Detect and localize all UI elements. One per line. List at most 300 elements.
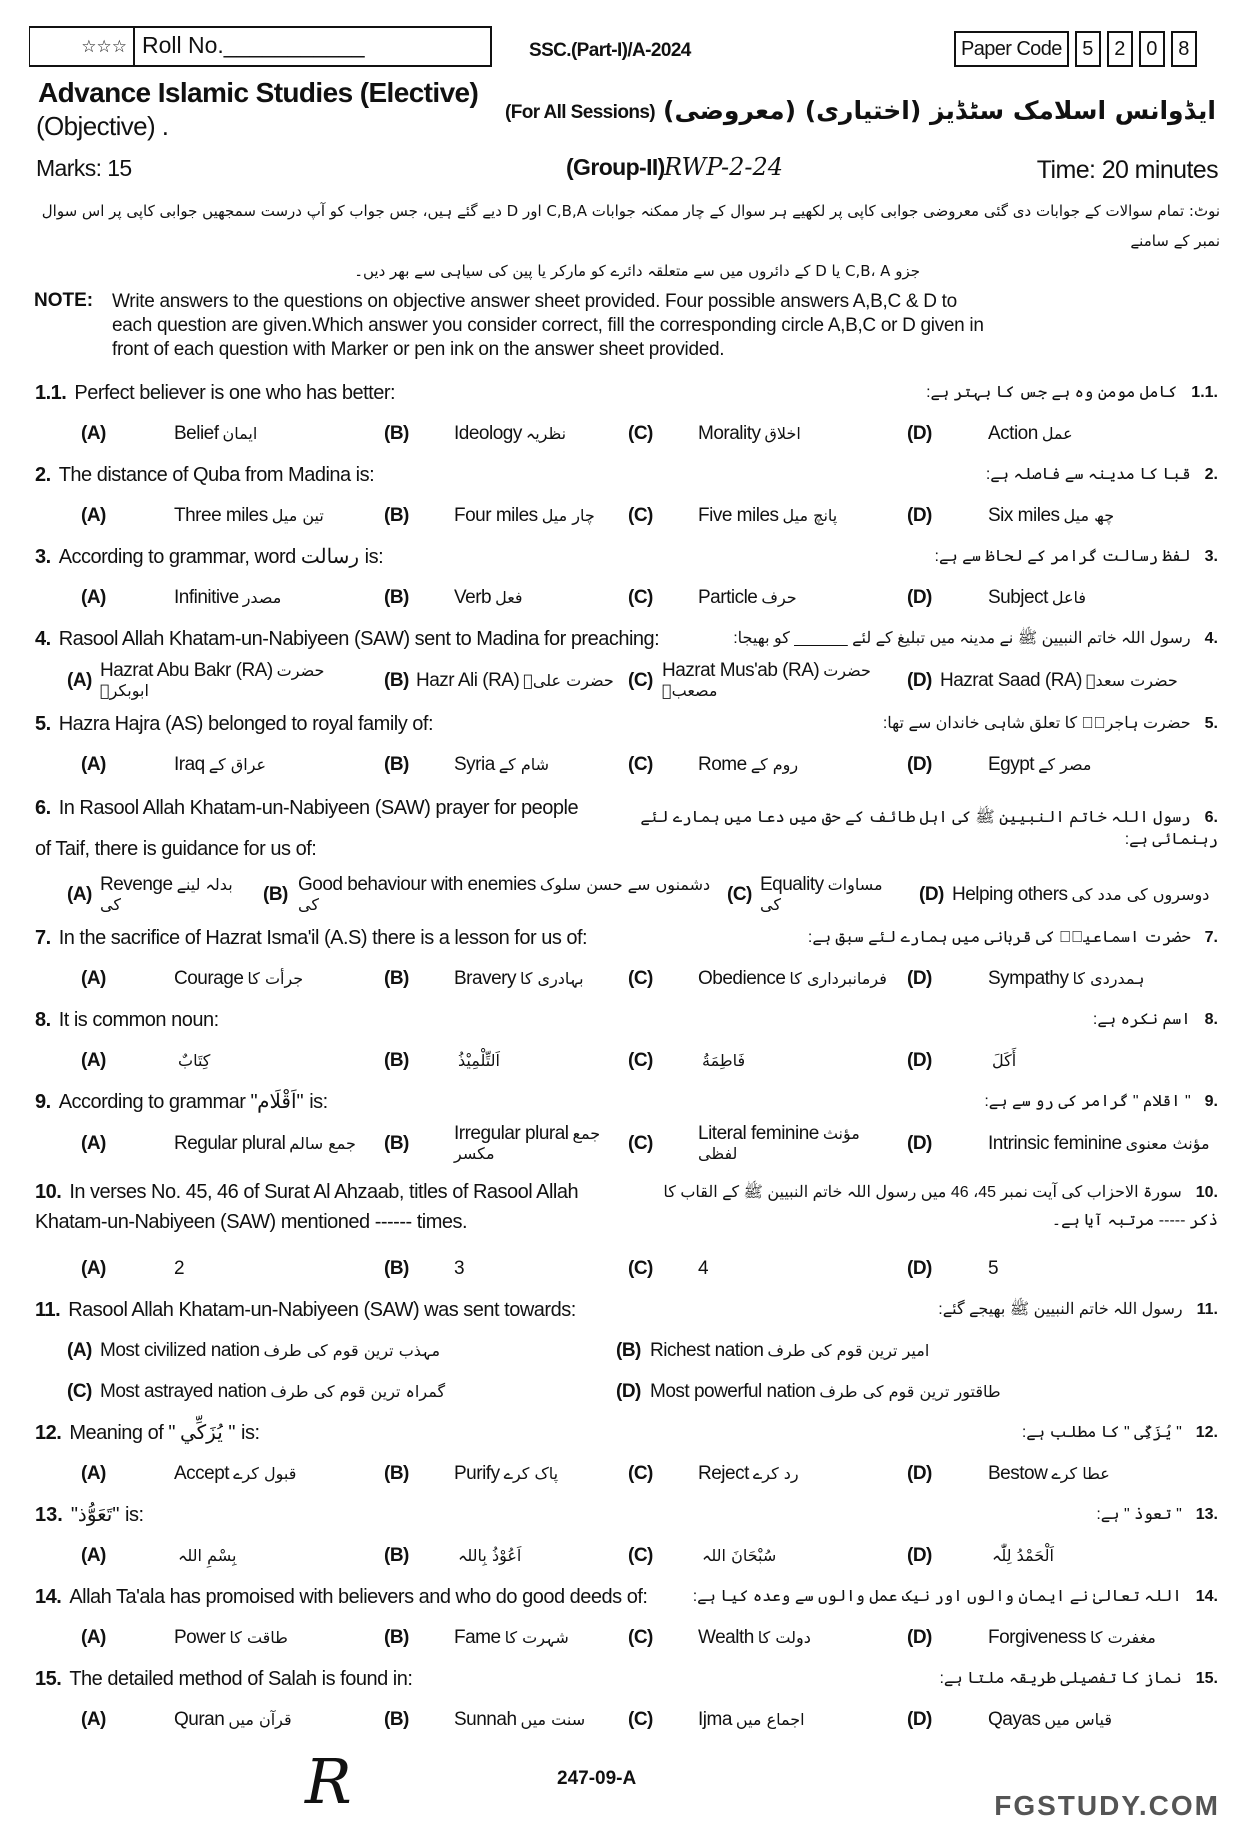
option-text-en: Good behaviour with enemies bbox=[298, 874, 536, 895]
question-text-urdu bbox=[733, 625, 1218, 653]
question-line: Meaning of " يُزَكِّي " is: bbox=[69, 1421, 260, 1444]
option-text[interactable] bbox=[698, 1546, 776, 1566]
option-text[interactable] bbox=[100, 661, 372, 701]
question-number-urdu: .9 bbox=[1204, 1092, 1218, 1110]
option-text-en: Belief bbox=[174, 422, 219, 444]
option-text-en: Action bbox=[988, 422, 1038, 444]
option-text-urdu: قرآن میں bbox=[228, 1709, 292, 1729]
option-label[interactable]: (D) bbox=[907, 1133, 932, 1154]
option-text-en: Literal feminine bbox=[698, 1123, 819, 1144]
option-text[interactable] bbox=[698, 1464, 799, 1484]
option-text[interactable] bbox=[988, 755, 1091, 775]
option-label[interactable]: (C) bbox=[628, 1133, 653, 1154]
option-label[interactable]: (B) bbox=[616, 1339, 641, 1361]
option-label[interactable]: (B) bbox=[384, 422, 409, 444]
option-text[interactable] bbox=[298, 875, 715, 915]
option-label[interactable]: (C) bbox=[628, 967, 653, 989]
question-number: 11. bbox=[35, 1298, 61, 1321]
option-label[interactable]: (C) bbox=[628, 1049, 653, 1071]
option-text[interactable] bbox=[174, 424, 257, 444]
option-text[interactable] bbox=[952, 885, 1209, 905]
question-text-en bbox=[35, 1418, 260, 1448]
option-text-urdu: دوسروں کی مدد کی bbox=[1071, 885, 1210, 904]
option-label[interactable]: (A) bbox=[81, 1544, 106, 1566]
question-number: 13. bbox=[35, 1503, 63, 1526]
option-text[interactable] bbox=[988, 506, 1114, 526]
options-row bbox=[0, 1535, 1250, 1576]
question-row bbox=[0, 917, 1250, 958]
question-text-urdu bbox=[808, 924, 1218, 952]
option-text-urdu: فعل bbox=[495, 587, 523, 607]
option-text[interactable] bbox=[174, 1464, 296, 1484]
option-text-urdu: طاقتور ترین قوم کی طرف bbox=[819, 1381, 1001, 1401]
option-text[interactable] bbox=[650, 1382, 1001, 1402]
option-text[interactable] bbox=[174, 1259, 184, 1279]
question-line-urdu: " تعوذ " ہے: bbox=[1096, 1505, 1182, 1523]
option-label[interactable]: (C) bbox=[628, 1462, 653, 1484]
option-text-en: Most civilized nation bbox=[100, 1339, 260, 1361]
option-text[interactable] bbox=[698, 1710, 805, 1730]
paper-code-digit: 5 bbox=[1075, 31, 1101, 67]
option-text-en: Morality bbox=[698, 422, 761, 444]
paper-code-label: Paper Code bbox=[954, 31, 1069, 67]
option-text[interactable] bbox=[174, 1051, 210, 1071]
options-row bbox=[0, 1371, 1250, 1412]
option-text-urdu: بدلہ لینے کی bbox=[100, 875, 233, 914]
option-text[interactable] bbox=[988, 424, 1073, 444]
option-label[interactable]: (D) bbox=[919, 884, 944, 905]
option-text-urdu: مغفرت کا bbox=[1090, 1627, 1156, 1647]
options-row bbox=[0, 744, 1250, 785]
option-text-urdu: فرمانبرداری کا bbox=[789, 968, 887, 988]
option-text[interactable] bbox=[988, 1628, 1156, 1648]
option-label[interactable]: (A) bbox=[67, 1339, 92, 1361]
option-text[interactable] bbox=[174, 506, 324, 526]
option-text[interactable] bbox=[454, 755, 549, 775]
question-number: 15. bbox=[35, 1667, 62, 1690]
option-text[interactable] bbox=[454, 1051, 500, 1071]
note-label: NOTE: bbox=[34, 290, 94, 311]
option-text[interactable] bbox=[174, 1134, 356, 1154]
options-row bbox=[0, 1040, 1250, 1081]
option-text-en: Ideology bbox=[454, 422, 522, 444]
signature: R bbox=[305, 1745, 352, 1818]
question-line: According to grammar, word رسالت is: bbox=[58, 545, 384, 568]
option-text-urdu: نظریہ bbox=[525, 423, 567, 443]
option-text-en: Subject bbox=[988, 586, 1048, 608]
option-label[interactable]: (D) bbox=[907, 1544, 932, 1566]
option-text-en: Bravery bbox=[454, 967, 516, 989]
question-text-en bbox=[35, 1582, 647, 1612]
question-number-urdu: .3 bbox=[1204, 547, 1218, 565]
question-number: 4. bbox=[35, 627, 51, 650]
option-text-urdu: عمل bbox=[1041, 423, 1073, 443]
option-label[interactable]: (A) bbox=[81, 504, 106, 526]
question-row bbox=[0, 1166, 1250, 1248]
option-text-urdu: ایمان bbox=[222, 423, 258, 443]
group-label: (Group-II) bbox=[566, 154, 665, 180]
option-text[interactable] bbox=[174, 1546, 236, 1566]
question-text-urdu bbox=[984, 1088, 1218, 1116]
option-text-en: Irregular plural bbox=[454, 1123, 569, 1144]
question-number: 8. bbox=[35, 1008, 51, 1031]
option-label[interactable]: (A) bbox=[81, 1257, 106, 1279]
option-text[interactable] bbox=[454, 424, 566, 444]
question-line: Rasool Allah Khatam-un-Nabiyeen (SAW) was sent towards: bbox=[68, 1298, 576, 1321]
option-label[interactable]: (D) bbox=[907, 967, 932, 989]
question-row bbox=[0, 703, 1250, 744]
question-line: In verses No. 45, 46 of Surat Al Ahzaab, titles of Rasool Allah bbox=[69, 1181, 579, 1203]
option-text-urdu: چھ میل bbox=[1063, 505, 1115, 525]
option-label[interactable]: (B) bbox=[384, 753, 409, 775]
option-text-urdu: سُبْحَانَ اللہ bbox=[702, 1545, 777, 1565]
option-text[interactable] bbox=[988, 1710, 1112, 1730]
paper-code-digit: 0 bbox=[1139, 31, 1165, 67]
option-label[interactable]: (B) bbox=[263, 884, 288, 905]
question-number-urdu: .13 bbox=[1195, 1505, 1218, 1523]
option-text-en: 4 bbox=[698, 1257, 709, 1279]
option-label[interactable]: (C) bbox=[628, 1544, 653, 1566]
option-text-urdu: كِتَابٌ bbox=[178, 1050, 211, 1070]
option-label[interactable]: (B) bbox=[384, 1544, 409, 1566]
option-text[interactable] bbox=[174, 1628, 288, 1648]
option-text-en: Rome bbox=[698, 753, 747, 775]
option-text[interactable] bbox=[174, 588, 281, 608]
options-row bbox=[0, 1330, 1250, 1371]
option-text-urdu: جمع سالم bbox=[289, 1134, 356, 1153]
option-label[interactable]: (D) bbox=[907, 586, 932, 608]
handwritten-code: RWP-2-24 bbox=[664, 153, 784, 181]
option-text[interactable] bbox=[174, 1710, 292, 1730]
option-text-urdu: چار میل bbox=[541, 505, 595, 525]
option-label[interactable]: (D) bbox=[907, 1462, 932, 1484]
option-text[interactable] bbox=[698, 1628, 811, 1648]
option-text-en: Obedience bbox=[698, 967, 786, 989]
option-label[interactable]: (C) bbox=[628, 504, 653, 526]
options-row bbox=[0, 413, 1250, 454]
option-label[interactable]: (A) bbox=[81, 422, 106, 444]
option-text-urdu: شام کے bbox=[498, 754, 550, 774]
question-line: According to grammar "اَقْلَام" is: bbox=[58, 1090, 328, 1113]
option-text-en: 2 bbox=[174, 1257, 185, 1279]
option-label[interactable]: (A) bbox=[81, 1133, 106, 1154]
option-text-en: Helping others bbox=[952, 884, 1068, 905]
option-label[interactable]: (A) bbox=[81, 1462, 106, 1484]
option-text-urdu: اَلْحَمْدُ لِلّٰہ bbox=[992, 1545, 1054, 1565]
question-number: 10. bbox=[35, 1181, 62, 1203]
question-number-urdu: .7 bbox=[1204, 928, 1218, 946]
question-text-urdu bbox=[1093, 1006, 1218, 1034]
question-row bbox=[0, 454, 1250, 495]
question-line-urdu: اسم نکرہ ہے: bbox=[1092, 1010, 1191, 1028]
paper-code-digit: 8 bbox=[1171, 31, 1197, 67]
option-text[interactable] bbox=[650, 1341, 929, 1361]
option-text-urdu: بِسْمِ اللہ bbox=[178, 1545, 237, 1565]
option-label[interactable]: (B) bbox=[384, 1257, 409, 1279]
option-label[interactable]: (C) bbox=[628, 422, 653, 444]
question-row bbox=[0, 1289, 1250, 1330]
question-number-urdu: .2 bbox=[1204, 465, 1218, 483]
option-text-en: Wealth bbox=[698, 1626, 754, 1648]
option-text-en: Revenge bbox=[100, 874, 173, 895]
options-row bbox=[0, 495, 1250, 536]
option-text-en: Sympathy bbox=[988, 967, 1069, 989]
option-text-en: Most powerful nation bbox=[650, 1380, 816, 1402]
option-text[interactable] bbox=[100, 1341, 440, 1361]
question-line: The distance of Quba from Madina is: bbox=[58, 463, 375, 486]
option-text-en: Ijma bbox=[698, 1708, 732, 1730]
option-label[interactable]: (A) bbox=[81, 586, 106, 608]
objective-label: (Objective) . bbox=[36, 111, 169, 141]
option-text-en: Six miles bbox=[988, 504, 1060, 526]
option-text-urdu: پاک کرے bbox=[503, 1463, 559, 1483]
option-text-en: Purify bbox=[454, 1462, 500, 1484]
option-text[interactable] bbox=[698, 969, 887, 989]
option-label[interactable]: (A) bbox=[67, 884, 92, 905]
question-text-en bbox=[35, 624, 659, 654]
question-line-urdu: اللہ تعالیٰ نے ایمان والوں اور نیک عمل والوں سے وعدہ کیا ہے: bbox=[692, 1587, 1182, 1605]
option-text[interactable] bbox=[454, 1546, 521, 1566]
question-line: Perfect believer is one who has better: bbox=[74, 381, 396, 404]
option-text-urdu: اخلاق bbox=[764, 423, 801, 443]
option-label[interactable]: (A) bbox=[67, 670, 92, 691]
option-text-urdu: رد کرے bbox=[752, 1463, 799, 1483]
question-line: Allah Ta'ala has promoised with believers and who do good deeds of: bbox=[69, 1585, 648, 1608]
question-number-urdu: .5 bbox=[1204, 714, 1218, 732]
option-text-en: Hazr Ali (RA) bbox=[416, 670, 520, 691]
option-text[interactable] bbox=[988, 588, 1086, 608]
option-text[interactable] bbox=[988, 1259, 998, 1279]
option-text[interactable] bbox=[698, 755, 798, 775]
question-text-urdu bbox=[938, 1296, 1218, 1324]
question-line-urdu: سورۃ الاحزاب کی آیت نمبر 45، 46 میں رسول اللہ خاتم النبیین ﷺ کے القاب کا bbox=[663, 1184, 1182, 1201]
option-text-urdu: قیاس میں bbox=[1044, 1709, 1112, 1729]
option-text-en: Quran bbox=[174, 1708, 225, 1730]
option-label[interactable]: (A) bbox=[81, 1708, 106, 1730]
question-number: 3. bbox=[35, 545, 51, 568]
question-row bbox=[0, 372, 1250, 413]
option-text-en: Syria bbox=[454, 753, 495, 775]
question-text-en bbox=[35, 1500, 144, 1530]
exam-title: SSC.(Part-I)/A-2024 bbox=[529, 40, 691, 61]
option-label[interactable]: (D) bbox=[907, 1049, 932, 1071]
option-label[interactable]: (B) bbox=[384, 1708, 409, 1730]
option-label[interactable]: (C) bbox=[628, 1626, 653, 1648]
option-text[interactable] bbox=[698, 1051, 745, 1071]
option-text-urdu: حرف bbox=[761, 587, 797, 607]
question-text-en bbox=[35, 1177, 578, 1237]
question-row bbox=[0, 1576, 1250, 1617]
option-text[interactable] bbox=[416, 671, 614, 691]
option-label[interactable]: (C) bbox=[67, 1380, 92, 1402]
option-text-urdu: پانچ میل bbox=[782, 505, 838, 525]
footer-code: 247-09-A bbox=[557, 1768, 637, 1789]
option-text[interactable] bbox=[454, 588, 523, 608]
option-label[interactable]: (D) bbox=[907, 1257, 932, 1279]
option-text[interactable] bbox=[454, 969, 584, 989]
option-text-en: Three miles bbox=[174, 504, 268, 526]
question-line: of Taif, there is guidance for us of: bbox=[35, 838, 317, 860]
question-text-en bbox=[35, 709, 433, 739]
option-text-en: Four miles bbox=[454, 504, 538, 526]
question-row bbox=[0, 1494, 1250, 1535]
option-label[interactable]: (C) bbox=[628, 1708, 653, 1730]
option-text[interactable] bbox=[100, 1382, 445, 1402]
option-label[interactable]: (D) bbox=[616, 1380, 641, 1402]
option-label[interactable]: (B) bbox=[384, 1462, 409, 1484]
option-text-urdu: مصر کے bbox=[1038, 754, 1092, 774]
option-text-en: Hazrat Abu Bakr (RA) bbox=[100, 660, 273, 681]
option-text-en: Hazrat Mus'ab (RA) bbox=[662, 660, 820, 681]
option-text-en: Regular plural bbox=[174, 1133, 286, 1154]
option-label[interactable]: (B) bbox=[384, 1626, 409, 1648]
question-text-en bbox=[35, 1087, 328, 1117]
option-text[interactable] bbox=[988, 1546, 1054, 1566]
option-label[interactable]: (C) bbox=[628, 1257, 653, 1279]
question-number-urdu: .6 bbox=[1204, 809, 1218, 826]
option-text-urdu: قبول کرے bbox=[233, 1463, 297, 1483]
option-label[interactable]: (D) bbox=[907, 504, 932, 526]
option-label[interactable]: (D) bbox=[907, 422, 932, 444]
subject-title-urdu: ایڈوانس اسلامک سٹڈیز (اختیاری) (معروضی) bbox=[663, 96, 1216, 125]
option-label[interactable]: (A) bbox=[81, 967, 106, 989]
option-text-urdu: شہرت کا bbox=[504, 1627, 569, 1647]
question-number: 7. bbox=[35, 926, 51, 949]
question-row bbox=[0, 536, 1250, 577]
roll-number-box bbox=[29, 26, 492, 67]
option-text-en: Forgiveness bbox=[988, 1626, 1086, 1648]
option-text-en: Most astrayed nation bbox=[100, 1380, 267, 1402]
subject-title: Advance Islamic Studies (Elective) bbox=[38, 77, 479, 108]
option-text-urdu: حضرت علیؓ bbox=[523, 671, 614, 690]
option-text[interactable] bbox=[988, 1134, 1210, 1154]
option-text-urdu: روم کے bbox=[750, 754, 799, 774]
question-row bbox=[0, 1412, 1250, 1453]
option-label[interactable]: (C) bbox=[628, 670, 653, 691]
question-line-urdu: لفظ رسالت گرامر کے لحاظ سے ہے: bbox=[934, 547, 1191, 565]
option-label[interactable]: (B) bbox=[384, 504, 409, 526]
option-text-en: Equality bbox=[760, 874, 824, 895]
option-text-en: Particle bbox=[698, 586, 758, 608]
note-text bbox=[112, 290, 984, 362]
option-text-urdu: دولت کا bbox=[757, 1627, 811, 1647]
option-text[interactable] bbox=[454, 1710, 585, 1730]
option-text-urdu: مؤنث معنوی bbox=[1125, 1134, 1210, 1153]
option-label[interactable]: (D) bbox=[907, 1708, 932, 1730]
question-text-urdu bbox=[883, 710, 1218, 738]
question-text-urdu bbox=[926, 379, 1218, 407]
question-number-urdu: .11 bbox=[1196, 1300, 1218, 1318]
option-text[interactable] bbox=[988, 1051, 1016, 1071]
question-number-urdu: .4 bbox=[1204, 629, 1218, 647]
question-text-urdu bbox=[693, 1583, 1218, 1611]
question-number: 2. bbox=[35, 463, 51, 486]
option-text-urdu: مہذب ترین قوم کی طرف bbox=[263, 1340, 441, 1360]
option-label[interactable]: (C) bbox=[628, 753, 653, 775]
note-line: front of each question with Marker or pen ink on the answer sheet provided. bbox=[112, 339, 725, 360]
options-row bbox=[0, 873, 1250, 917]
option-label[interactable]: (D) bbox=[907, 753, 932, 775]
question-number: 14. bbox=[35, 1585, 62, 1608]
question-text-urdu bbox=[935, 543, 1218, 571]
option-text[interactable] bbox=[988, 969, 1144, 989]
option-text[interactable] bbox=[698, 506, 837, 526]
option-label[interactable]: (A) bbox=[81, 753, 106, 775]
question-row bbox=[0, 618, 1250, 659]
option-label[interactable]: (B) bbox=[384, 1049, 409, 1071]
option-text[interactable] bbox=[454, 1628, 569, 1648]
option-label[interactable]: (C) bbox=[727, 884, 752, 905]
option-text-urdu: حضرت سعدؓ bbox=[1085, 671, 1178, 690]
option-text[interactable] bbox=[698, 1124, 895, 1164]
option-text-en: Egypt bbox=[988, 753, 1035, 775]
question-row bbox=[0, 785, 1250, 873]
option-label[interactable]: (A) bbox=[81, 1049, 106, 1071]
question-number-urdu: .10 bbox=[1195, 1184, 1218, 1201]
option-text[interactable] bbox=[174, 969, 303, 989]
question-line: In Rasool Allah Khatam-un-Nabiyeen (SAW) prayer for people bbox=[58, 797, 579, 819]
question-line-urdu: قبا کا مدینہ سے فاصلہ ہے: bbox=[985, 465, 1191, 483]
question-text-en bbox=[35, 1664, 412, 1694]
option-text[interactable] bbox=[174, 755, 266, 775]
option-label[interactable]: (C) bbox=[628, 586, 653, 608]
option-text[interactable] bbox=[698, 588, 797, 608]
option-text-urdu: فاعل bbox=[1051, 587, 1087, 607]
option-text[interactable] bbox=[100, 875, 251, 915]
options-row bbox=[0, 1453, 1250, 1494]
option-label[interactable]: (D) bbox=[907, 670, 932, 691]
question-line: "تَعَوُّذ" is: bbox=[70, 1503, 144, 1526]
question-row bbox=[0, 1658, 1250, 1699]
option-text-urdu: امیر ترین قوم کی طرف bbox=[767, 1340, 930, 1360]
options-row bbox=[0, 1122, 1250, 1166]
option-text[interactable] bbox=[940, 671, 1178, 691]
option-text[interactable] bbox=[454, 1124, 616, 1164]
option-label[interactable]: (B) bbox=[384, 1133, 409, 1154]
option-text[interactable] bbox=[454, 506, 595, 526]
option-text[interactable] bbox=[988, 1464, 1110, 1484]
question-number: 1.1. bbox=[35, 381, 67, 404]
option-text-urdu: حضرت مصعبؓ bbox=[662, 661, 871, 700]
option-text-urdu: حضرت ابوبکرؓ bbox=[100, 661, 325, 700]
option-label[interactable]: (B) bbox=[384, 967, 409, 989]
option-label[interactable]: (D) bbox=[907, 1626, 932, 1648]
option-text[interactable] bbox=[454, 1464, 558, 1484]
note-urdu-line: جزو C,B، A یا D کے دائروں میں سے متعلقہ دائرے کو مارکر یا پین کی سیاہی سے بھر دیں۔ bbox=[354, 262, 920, 280]
option-label[interactable]: (B) bbox=[384, 586, 409, 608]
option-text-en: Richest nation bbox=[650, 1339, 764, 1361]
question-line-urdu: رسول اللہ خاتم النبیین ﷺ نے مدینہ میں تبلیغ کے لئے ______ کو بھیجا: bbox=[733, 629, 1191, 647]
option-text[interactable] bbox=[454, 1259, 464, 1279]
question-number-urdu: .14 bbox=[1195, 1587, 1218, 1605]
option-text[interactable] bbox=[698, 1259, 708, 1279]
option-text[interactable] bbox=[662, 661, 895, 701]
option-text[interactable] bbox=[698, 424, 801, 444]
option-text-urdu: عراق کے bbox=[208, 754, 267, 774]
question-number: 12. bbox=[35, 1421, 62, 1444]
option-label[interactable]: (A) bbox=[81, 1626, 106, 1648]
option-text-urdu: سنت میں bbox=[520, 1709, 586, 1729]
options-row bbox=[0, 659, 1250, 703]
question-line-urdu: " اقلام " گرامر کی رو سے ہے: bbox=[984, 1092, 1191, 1110]
option-label[interactable]: (B) bbox=[384, 670, 409, 691]
question-number-urdu: .1.1 bbox=[1191, 383, 1218, 401]
option-text-en: Power bbox=[174, 1626, 226, 1648]
option-text-urdu: اجماع میں bbox=[735, 1709, 805, 1729]
option-text-en: Accept bbox=[174, 1462, 230, 1484]
option-text[interactable] bbox=[760, 875, 907, 915]
option-text-en: Courage bbox=[174, 967, 244, 989]
